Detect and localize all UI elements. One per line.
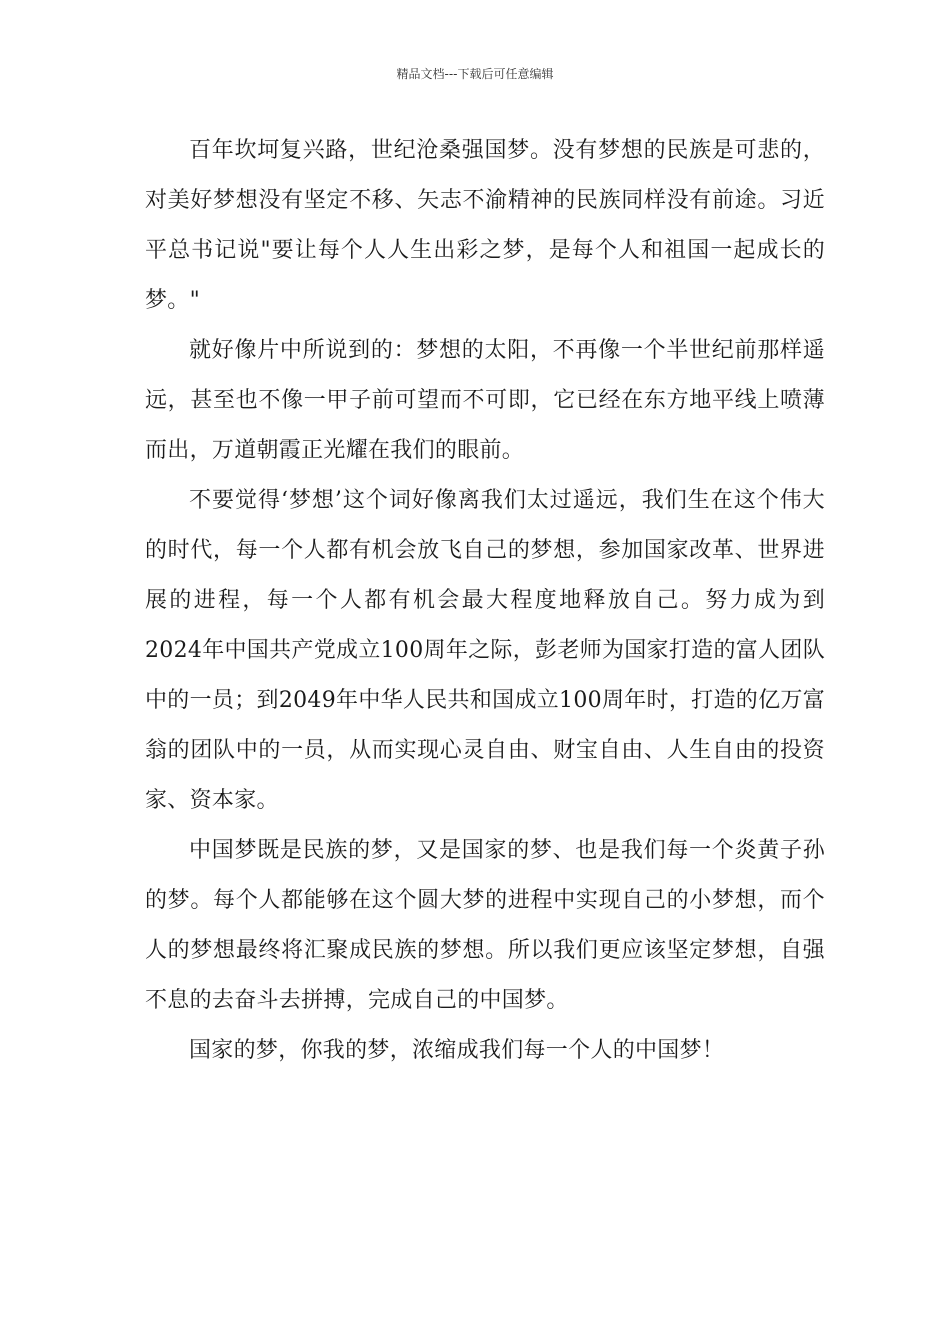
paragraph-4: 中国梦既是民族的梦，又是国家的梦、也是我们每一个炎黄子孙的梦。每个人都能够在这个圆大梦的进程中实现自己的小梦想，而个人的梦想最终将汇聚成民族的梦想。所以我们更应该坚定梦想，自强不息的去奋斗去拼搏，完成自己的中国梦。	[145, 838, 825, 1013]
document-body	[145, 126, 825, 1076]
page-header: 精品文档---下载后可任意编辑	[396, 67, 554, 81]
paragraph-5: 国家的梦，你我的梦，浓缩成我们每一个人的中国梦！	[189, 1038, 725, 1063]
paragraph-1: 百年坎坷复兴路，世纪沧桑强国梦。没有梦想的民族是可悲的，对美好梦想没有坚定不移、矢志不渝精神的民族同样没有前途。习近平总书记说"要让每个人人生出彩之梦，是每个人和祖国一起成长的梦。"	[145, 138, 825, 313]
paragraph-2: 就好像片中所说到的：梦想的太阳，不再像一个半世纪前那样遥远，甚至也不像一甲子前可望而不可即，它已经在东方地平线上喷薄而出，万道朝霞正光耀在我们的眼前。	[145, 338, 825, 463]
paragraph-3: 不要觉得‘梦想’这个词好像离我们太过遥远，我们生在这个伟大的时代，每一个人都有机会放飞自己的梦想，参加国家改革、世界进展的进程，每一个人都有机会最大程度地释放自己。努力成为到2024年中国共产党成立100周年之际，彭老师为国家打造的富人团队中的一员；到2049年中华人民共和国成立100周年时，打造的亿万富翁的团队中的一员，从而实现心灵自由、财宝自由、人生自由的投资家、资本家。	[145, 488, 825, 813]
